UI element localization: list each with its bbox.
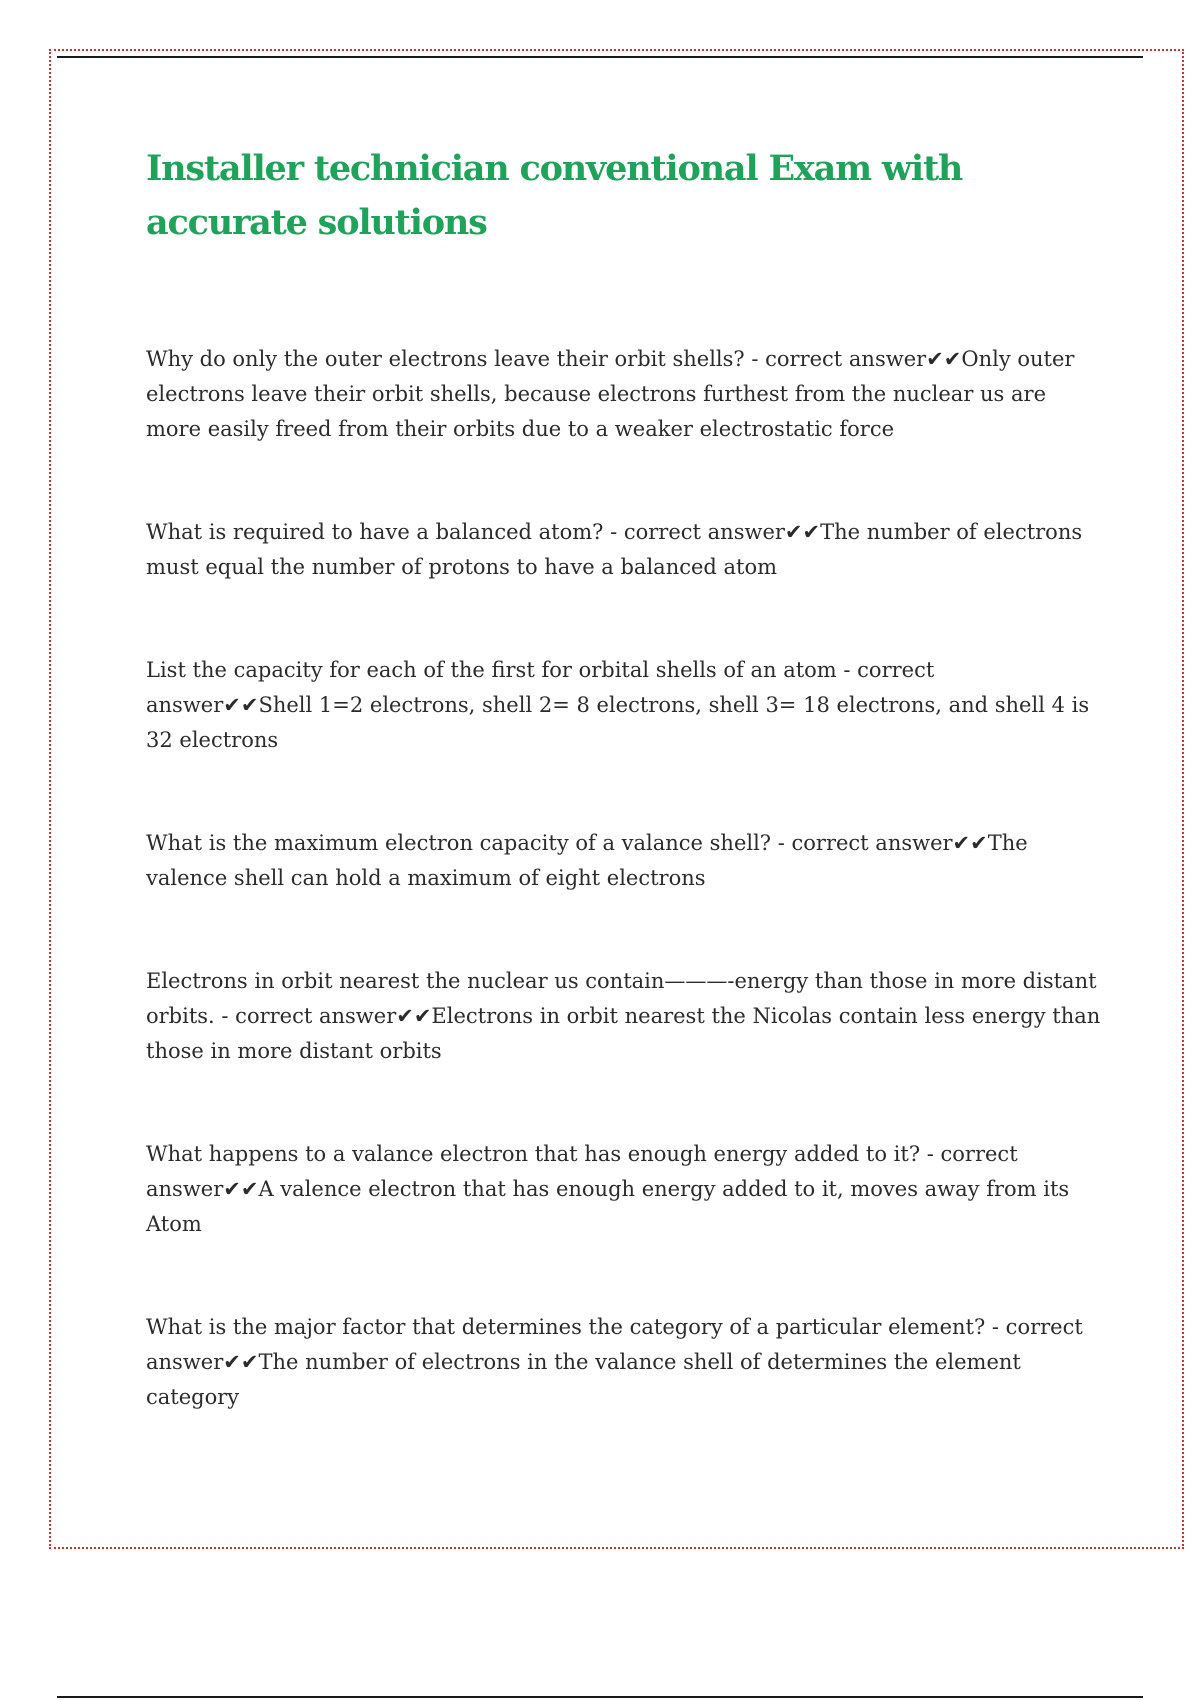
footer-rule: [57, 1696, 1143, 1698]
qa-item-6: What happens to a valance electron that has enough energy added to it? - correct answer✔✔A valence electron that has enough energy added to it, moves away from its Atom: [146, 1142, 1070, 1236]
qa-item-7: What is the major factor that determines the category of a particular element? - correct answer✔✔The number of electrons in the valance shell of determines the element category: [146, 1315, 1083, 1409]
qa-item-1: Why do only the outer electrons leave their orbit shells? - correct answer✔✔Only outer electrons leave their orbit shells, because electrons furthest from the nuclear us are more easily freed from their orbits due to a weaker electrostatic force: [146, 347, 1075, 441]
qa-item-2: What is required to have a balanced atom? - correct answer✔✔The number of electrons must equal the number of protons to have a balanced atom: [146, 520, 1083, 579]
qa-item-4: What is the maximum electron capacity of a valance shell? - correct answer✔✔The valence shell can hold a maximum of eight electrons: [146, 831, 1028, 890]
qa-item-3: List the capacity for each of the first for orbital shells of an atom - correct answer✔✔Shell 1=2 electrons, shell 2= 8 electrons, shell 3= 18 electrons, and shell 4 is 32 electrons: [146, 658, 1090, 752]
document-title: Installer technician conventional Exam with accurate solutions: [146, 148, 963, 243]
qa-item-5: Electrons in orbit nearest the nuclear us contain———-energy than those in more distant orbits. - correct answer✔✔Electrons in orbit nearest the Nicolas contain less energy than those in more distant orbits: [146, 969, 1101, 1063]
header-rule: [57, 56, 1143, 58]
qa-list: [146, 342, 1106, 1415]
